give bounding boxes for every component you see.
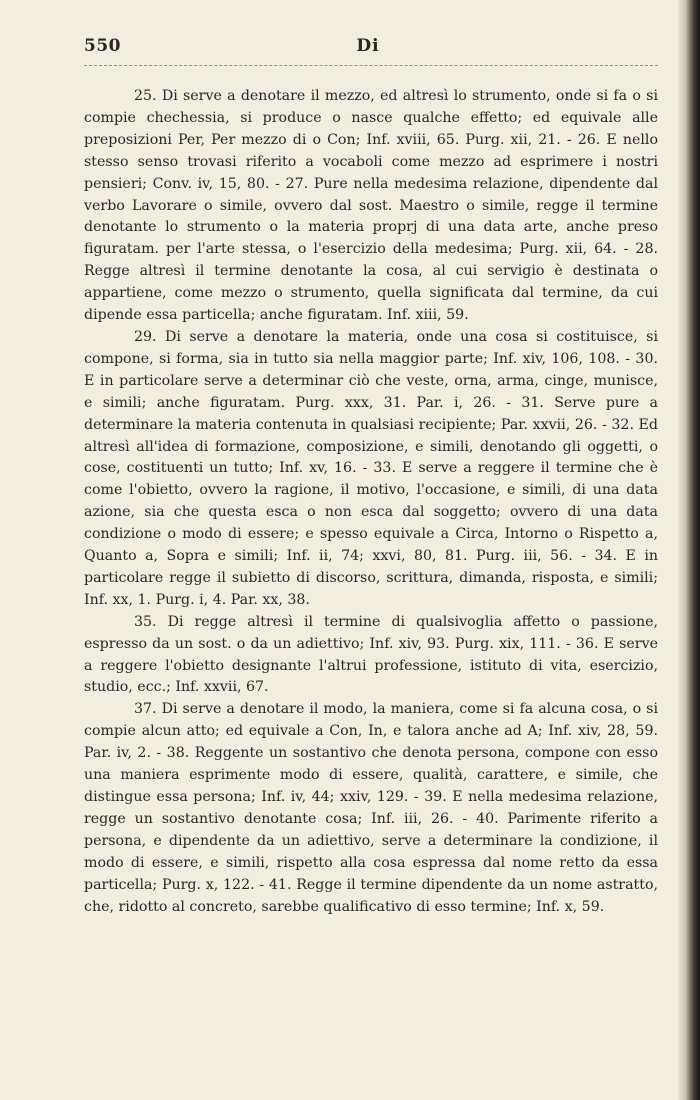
dictionary-entry-body xyxy=(84,86,658,918)
page-number: 550 xyxy=(84,36,121,56)
entry-paragraph: 35. Di regge altresì il termine di qualsivoglia affetto o passione, espresso da un sost. o da un adiettivo; Inf. xiv, 93. Purg. xix, 111. - 36. E serve a reggere l'obietto designante l'altrui professione, istituto di vita, esercizio, studio, ecc.; Inf. xxvii, 67. xyxy=(84,613,658,696)
page-binding-edge xyxy=(678,0,700,1100)
entry-paragraph: 29. Di serve a denotare la materia, onde una cosa si costituisce, si compone, si forma, sia in tutto sia nella maggior parte; Inf. xiv, 106, 108. - 30. E in particolare serve a determinar ciò che veste, orna, arma, cinge, munisce, e simili; anche figuratam. Purg. xxx, 31. Par. i, 26. - 31. Serve pure a determinare la materia contenuta in qualsiasi recipiente; Par. xxvii, 26. - 32. Ed altresì all'idea di formazione, composizione, e simili, denotando gli oggetti, o cose, costituenti un tutto; Inf. xv, 16. - 33. E serve a reggere il termine che è come l'obietto, ovvero la ragione, il motivo, l'occasione, e simili, di una data azione, sia che questa esca o non esca dal soggetto; ovvero di una data condizione o modo di essere; e spesso equivale a Circa, Intorno o Rispetto a, Quanto a, Sopra e simili; Inf. ii, 74; xxvi, 80, 81. Purg. iii, 56. - 34. E in particolare regge il subietto di discorso, scrittura, dimanda, risposta, e simili; Inf. xx, 1. Purg. i, 4. Par. xx, 38. xyxy=(84,328,658,608)
entry-paragraph: 25. Di serve a denotare il mezzo, ed altresì lo strumento, onde si fa o si compie chechessia, si produce o nasce qualche effetto; ed equivale alle preposizioni Per, Per mezzo di o Con; Inf. xviii, 65. Purg. xii, 21. - 26. E nello stesso senso trovasi riferito a vocaboli come mezzo ad esprimere i nostri pensieri; Conv. iv, 15, 80. - 27. Pure nella medesima relazione, dipendente dal verbo Lavorare o simile, ovvero dal sost. Maestro o simile, regge il termine denotante lo strumento o la materia proprj di una data arte, anche preso figuratam. per l'arte stessa, o l'esercizio della medesima; Purg. xii, 64. - 28. Regge altresì il termine denotante la cosa, al cui servigio è destinata o appartiene, come mezzo o strumento, quella significata dal termine, da cui dipende essa particella; anche figuratam. Inf. xiii, 59. xyxy=(84,88,658,324)
page-header xyxy=(84,36,652,66)
header-rule xyxy=(84,65,658,66)
entry-paragraph: 37. Di serve a denotare il modo, la maniera, come si fa alcuna cosa, o si compie alcun atto; ed equivale a Con, In, e talora anche ad A; Inf. xiv, 28, 59. Par. iv, 2. - 38. Reggente un sostantivo che denota persona, compone con esso una maniera esprimente modo di essere, qualità, carattere, e simile, che distingue essa persona; Inf. iv, 44; xxiv, 129. - 39. E nella medesima relazione, regge un sostantivo denotante cosa; Inf. iii, 26. - 40. Parimente riferito a persona, e dipendente da un adiettivo, serve a determinare la condizione, il modo di essere, e simili, rispetto alla cosa espressa dal nome retto da essa particella; Purg. x, 122. - 41. Regge il termine dipendente da un nome astratto, che, ridotto al concreto, sarebbe qualificativo di esso termine; Inf. x, 59. xyxy=(84,701,658,915)
running-head: Di xyxy=(356,36,380,56)
